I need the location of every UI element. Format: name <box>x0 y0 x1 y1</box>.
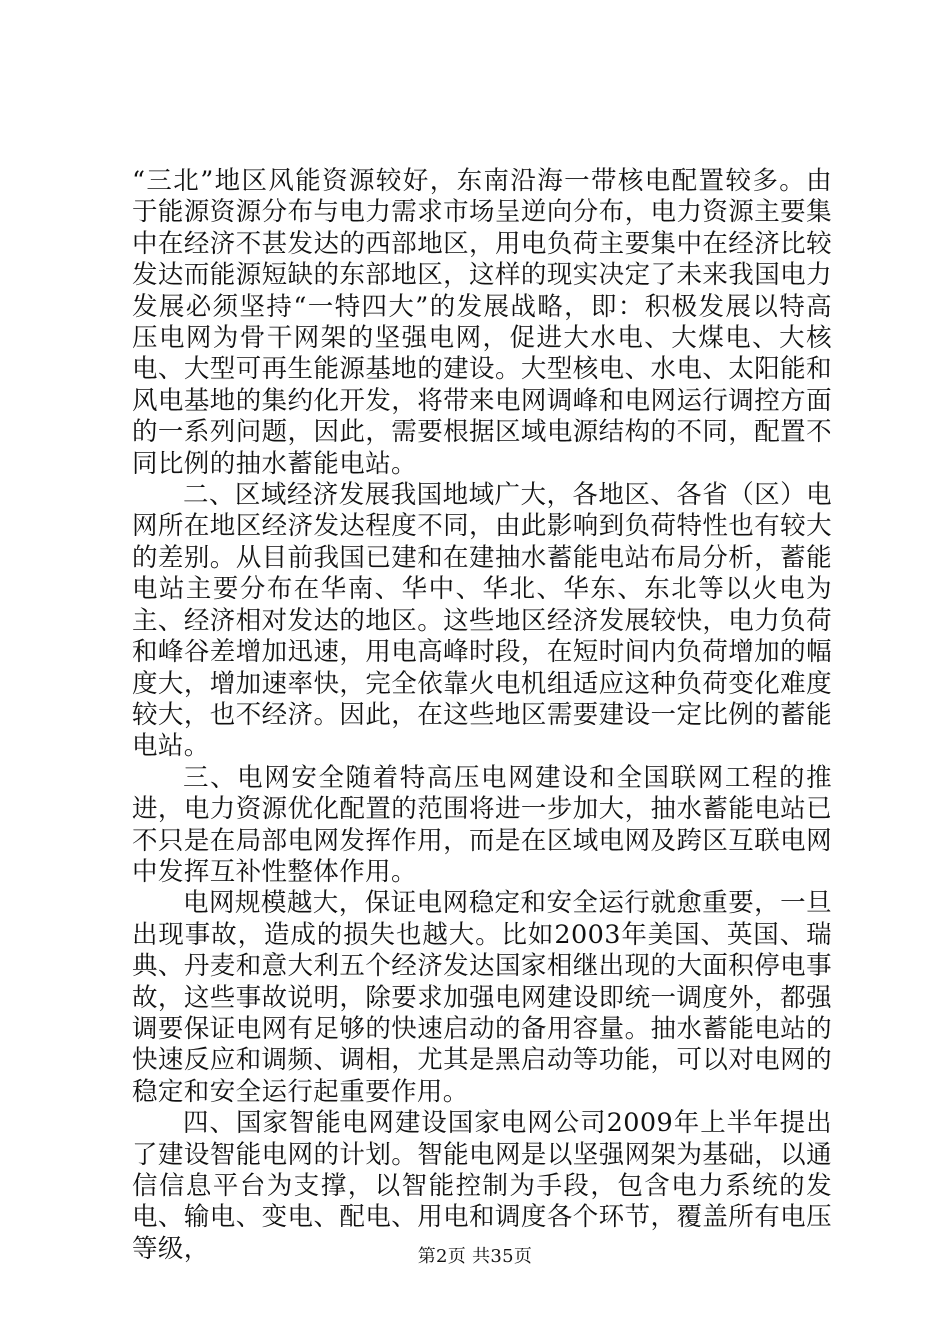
document-body <box>132 166 832 1265</box>
paragraph-smart-grid: 四、国家智能电网建设国家电网公司2009年上半年提出了建设智能电网的计划。智能电网是以坚强网架为基础，以通信信息平台为支撑，以智能控制为手段，包含电力系统的发电、输电、变电、配电、用电和调度各个环节，覆盖所有电压等级， <box>132 1108 832 1264</box>
paragraph-regional-economy: 二、区域经济发展我国地域广大，各地区、各省（区）电网所在地区经济发达程度不同，由此影响到负荷特性也有较大的差别。从目前我国已建和在建抽水蓄能电站布局分析，蓄能电站主要分布在华南、华中、华北、华东、东北等以火电为主、经济相对发达的地区。这些地区经济发展较快，电力负荷和峰谷差增加迅速，用电高峰时段，在短时间内负荷增加的幅度大，增加速率快，完全依靠火电机组适应这种负荷变化难度较大，也不经济。因此，在这些地区需要建设一定比例的蓄能电站。 <box>132 480 832 762</box>
page-number-footer: 第2页 共35页 <box>417 1246 533 1267</box>
paragraph-grid-security: 三、电网安全随着特高压电网建设和全国联网工程的推进，电力资源优化配置的范围将进一步加大，抽水蓄能电站已不只是在局部电网发挥作用，而是在区域电网及跨区互联电网中发挥互补性整体作用。 <box>132 762 832 887</box>
paragraph-continued: “三北”地区风能资源较好，东南沿海一带核电配置较多。由于能源资源分布与电力需求市场呈逆向分布，电力资源主要集中在经济不甚发达的西部地区，用电负荷主要集中在经济比较发达而能源短缺的东部地区，这样的现实决定了未来我国电力发展必须坚持“一特四大”的发展战略，即：积极发展以特高压电网为骨干网架的坚强电网，促进大水电、大煤电、大核电、大型可再生能源基地的建设。大型核电、水电、太阳能和风电基地的集约化开发，将带来电网调峰和电网运行调控方面的一系列问题，因此，需要根据区域电源结构的不同，配置不同比例的抽水蓄能电站。 <box>132 166 832 479</box>
paragraph-grid-scale: 电网规模越大，保证电网稳定和安全运行就愈重要，一旦出现事故，造成的损失也越大。比如2003年美国、英国、瑞典、丹麦和意大利五个经济发达国家相继出现的大面积停电事故，这些事故说明，除要求加强电网建设即统一调度外，都强调要保证电网有足够的快速启动的备用容量。抽水蓄能电站的快速反应和调频、调相，尤其是黑启动等功能，可以对电网的稳定和安全运行起重要作用。 <box>132 888 832 1107</box>
